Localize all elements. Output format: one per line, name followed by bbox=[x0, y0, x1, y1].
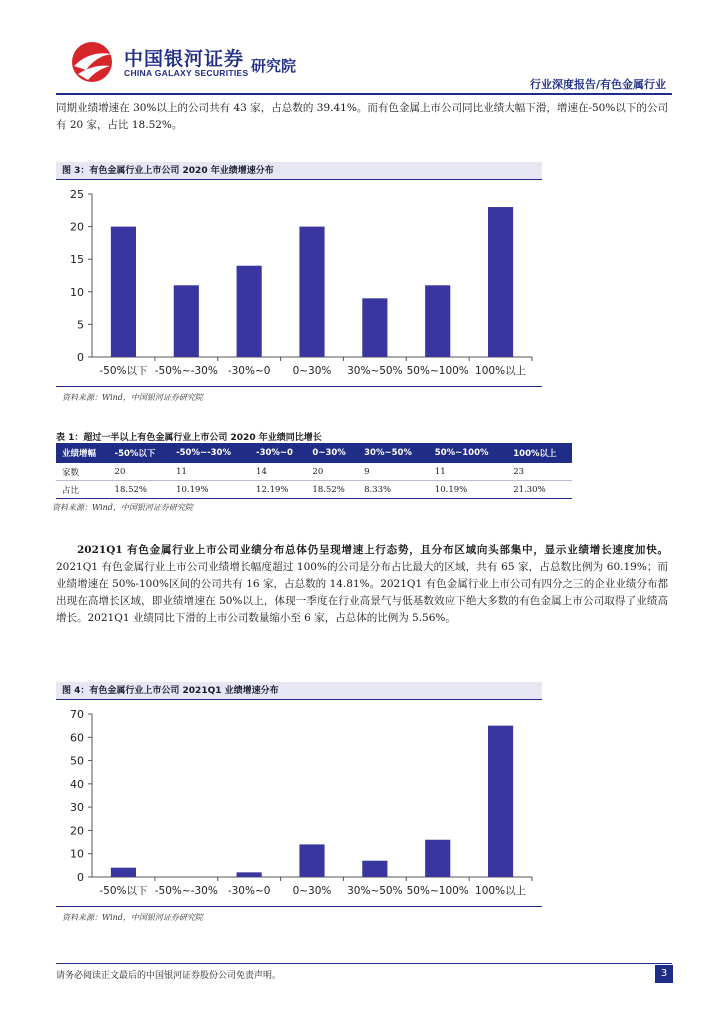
analysis-lead: 2021Q1 有色金属行业上市公司业绩分布总体仍呈现增速上行态势，且分布区域向头部集中，显示业绩增长速度加快。 bbox=[77, 544, 668, 556]
table-cell: 11 bbox=[170, 463, 250, 481]
table-row bbox=[56, 463, 572, 481]
bar bbox=[237, 266, 262, 357]
table-cell: 21.30% bbox=[507, 481, 572, 499]
table-cell: 20 bbox=[109, 463, 171, 481]
y-tick-label: 20 bbox=[70, 220, 84, 234]
bar bbox=[362, 298, 387, 357]
x-tick-label: -30%~0 bbox=[227, 885, 271, 897]
header-rule bbox=[56, 93, 672, 95]
bar bbox=[111, 227, 136, 357]
y-tick-label: 70 bbox=[70, 708, 84, 721]
table-header-cell: 业绩增幅 bbox=[56, 443, 109, 463]
figure3-chart bbox=[56, 182, 542, 382]
footer-rule bbox=[56, 963, 672, 964]
figure3-source: 资料来源：Wind，中国银河证券研究院 bbox=[62, 393, 203, 402]
table-cell: 12.19% bbox=[250, 481, 306, 499]
table-cell: 家数 bbox=[56, 463, 109, 481]
footer-disclaimer: 请务必阅读正文最后的中国银河证券股份公司免责声明。 bbox=[56, 971, 282, 981]
x-tick-label: -50%以下 bbox=[99, 885, 148, 897]
x-tick-label: 0~30% bbox=[292, 885, 332, 897]
x-tick-label: 30%~50% bbox=[347, 885, 403, 897]
x-tick-label: -30%~0 bbox=[227, 365, 271, 377]
y-tick-label: 25 bbox=[70, 188, 84, 201]
table-cell: 20 bbox=[306, 463, 358, 481]
x-tick-label: 100%以上 bbox=[475, 885, 527, 897]
x-tick-label: 30%~50% bbox=[347, 365, 403, 377]
y-tick-label: 15 bbox=[70, 253, 84, 267]
y-tick-label: 40 bbox=[70, 777, 84, 791]
bar bbox=[174, 285, 199, 357]
table-cell: 9 bbox=[358, 463, 429, 481]
y-tick-label: 20 bbox=[70, 824, 84, 838]
figure4-source: 资料来源：Wind，中国银河证券研究院 bbox=[62, 913, 203, 922]
y-tick-label: 0 bbox=[77, 351, 84, 364]
bar bbox=[299, 227, 324, 357]
table1-source: 资料来源：Wind，中国银河证券研究院 bbox=[52, 503, 193, 512]
logo-english-name: CHINA GALAXY SECURITIES bbox=[124, 68, 249, 78]
y-tick-label: 60 bbox=[70, 731, 84, 745]
bar bbox=[425, 285, 450, 357]
x-tick-label: -50%~-30% bbox=[154, 885, 218, 897]
table-header-cell: -30%~0 bbox=[250, 443, 306, 463]
x-tick-label: 50%~100% bbox=[406, 885, 469, 897]
bar bbox=[237, 872, 262, 877]
table-header-cell: 50%~100% bbox=[429, 443, 507, 463]
table-header-cell: -50%~-30% bbox=[170, 443, 250, 463]
x-tick-label: 50%~100% bbox=[406, 365, 469, 377]
table-cell: 8.33% bbox=[358, 481, 429, 499]
table-cell: 14 bbox=[250, 463, 306, 481]
table1-title: 表 1：超过一半以上有色金属行业上市公司 2020 年业绩同比增长 bbox=[56, 433, 322, 443]
table-header-cell: 0~30% bbox=[306, 443, 358, 463]
figure4-rule bbox=[56, 906, 542, 907]
report-type: 行业深度报告/有色金属行业 bbox=[529, 78, 666, 91]
intro-paragraph: 同期业绩增速在 30%以上的公司共有 43 家，占总数的 39.41%。而有色金属上市公司同比业绩大幅下滑，增速在-50%以下的公司有 20 家，占比 18.52%。 bbox=[56, 102, 668, 131]
figure3-title: 图 3：有色金属行业上市公司 2020 年业绩增速分布 bbox=[56, 162, 542, 180]
figure4-title: 图 4：有色金属行业上市公司 2021Q1 业绩增速分布 bbox=[56, 682, 542, 700]
bar bbox=[111, 868, 136, 877]
table-row bbox=[56, 481, 572, 499]
table-cell: 11 bbox=[429, 463, 507, 481]
table-cell: 23 bbox=[507, 463, 572, 481]
x-tick-label: -50%以下 bbox=[99, 365, 148, 377]
bar bbox=[488, 207, 513, 357]
figure3-rule bbox=[56, 386, 542, 387]
table-cell: 18.52% bbox=[306, 481, 358, 499]
analysis-paragraph bbox=[56, 542, 668, 627]
bar bbox=[425, 840, 450, 877]
figure4-chart bbox=[56, 702, 542, 902]
y-tick-label: 30 bbox=[70, 801, 84, 815]
table-header-cell: 30%~50% bbox=[358, 443, 429, 463]
galaxy-logo-icon bbox=[66, 40, 118, 84]
y-tick-label: 50 bbox=[70, 754, 84, 768]
logo-chinese-name: 中国银河证券 bbox=[124, 48, 245, 70]
analysis-body: 2021Q1 有色金属行业上市公司业绩增长幅度超过 100%的公司是分布占比最大的区域，共有 65 家，占总数比例为 60.19%；而业绩增速在 50%-100%区间的公司共有 16 家，占总数的 14.81%。2021Q1 有色金属行业上市公司有四分之三的企业业绩分布都出现在高增长区域，即业绩增速在 50%以上，体现一季度在行业高景气与低基数效应下绝大多数的有色金属上市公司取得了业绩高增长。2021Q1 业绩同比下滑的上市公司数量缩小至 6 家，占总体的比例为 5.56%。 bbox=[56, 561, 668, 624]
table-cell: 18.52% bbox=[109, 481, 171, 499]
x-tick-label: 0~30% bbox=[292, 365, 332, 377]
table-header-cell: 100%以上 bbox=[507, 443, 572, 463]
table-cell: 10.19% bbox=[429, 481, 507, 499]
bar bbox=[362, 861, 387, 877]
table-cell: 10.19% bbox=[170, 481, 250, 499]
bar bbox=[488, 726, 513, 877]
y-tick-label: 5 bbox=[77, 318, 84, 332]
x-tick-label: 100%以上 bbox=[475, 365, 527, 377]
y-tick-label: 0 bbox=[77, 871, 84, 884]
data-table bbox=[56, 443, 572, 499]
table-header-row bbox=[56, 443, 572, 463]
y-tick-label: 10 bbox=[70, 847, 84, 861]
x-tick-label: -50%~-30% bbox=[154, 365, 218, 377]
page-number: 3 bbox=[655, 965, 673, 983]
table-header-cell: -50%以下 bbox=[109, 443, 171, 463]
institute-label: 研究院 bbox=[251, 57, 297, 75]
table-cell: 占比 bbox=[56, 481, 109, 499]
y-tick-label: 10 bbox=[70, 285, 84, 299]
bar bbox=[299, 844, 324, 877]
